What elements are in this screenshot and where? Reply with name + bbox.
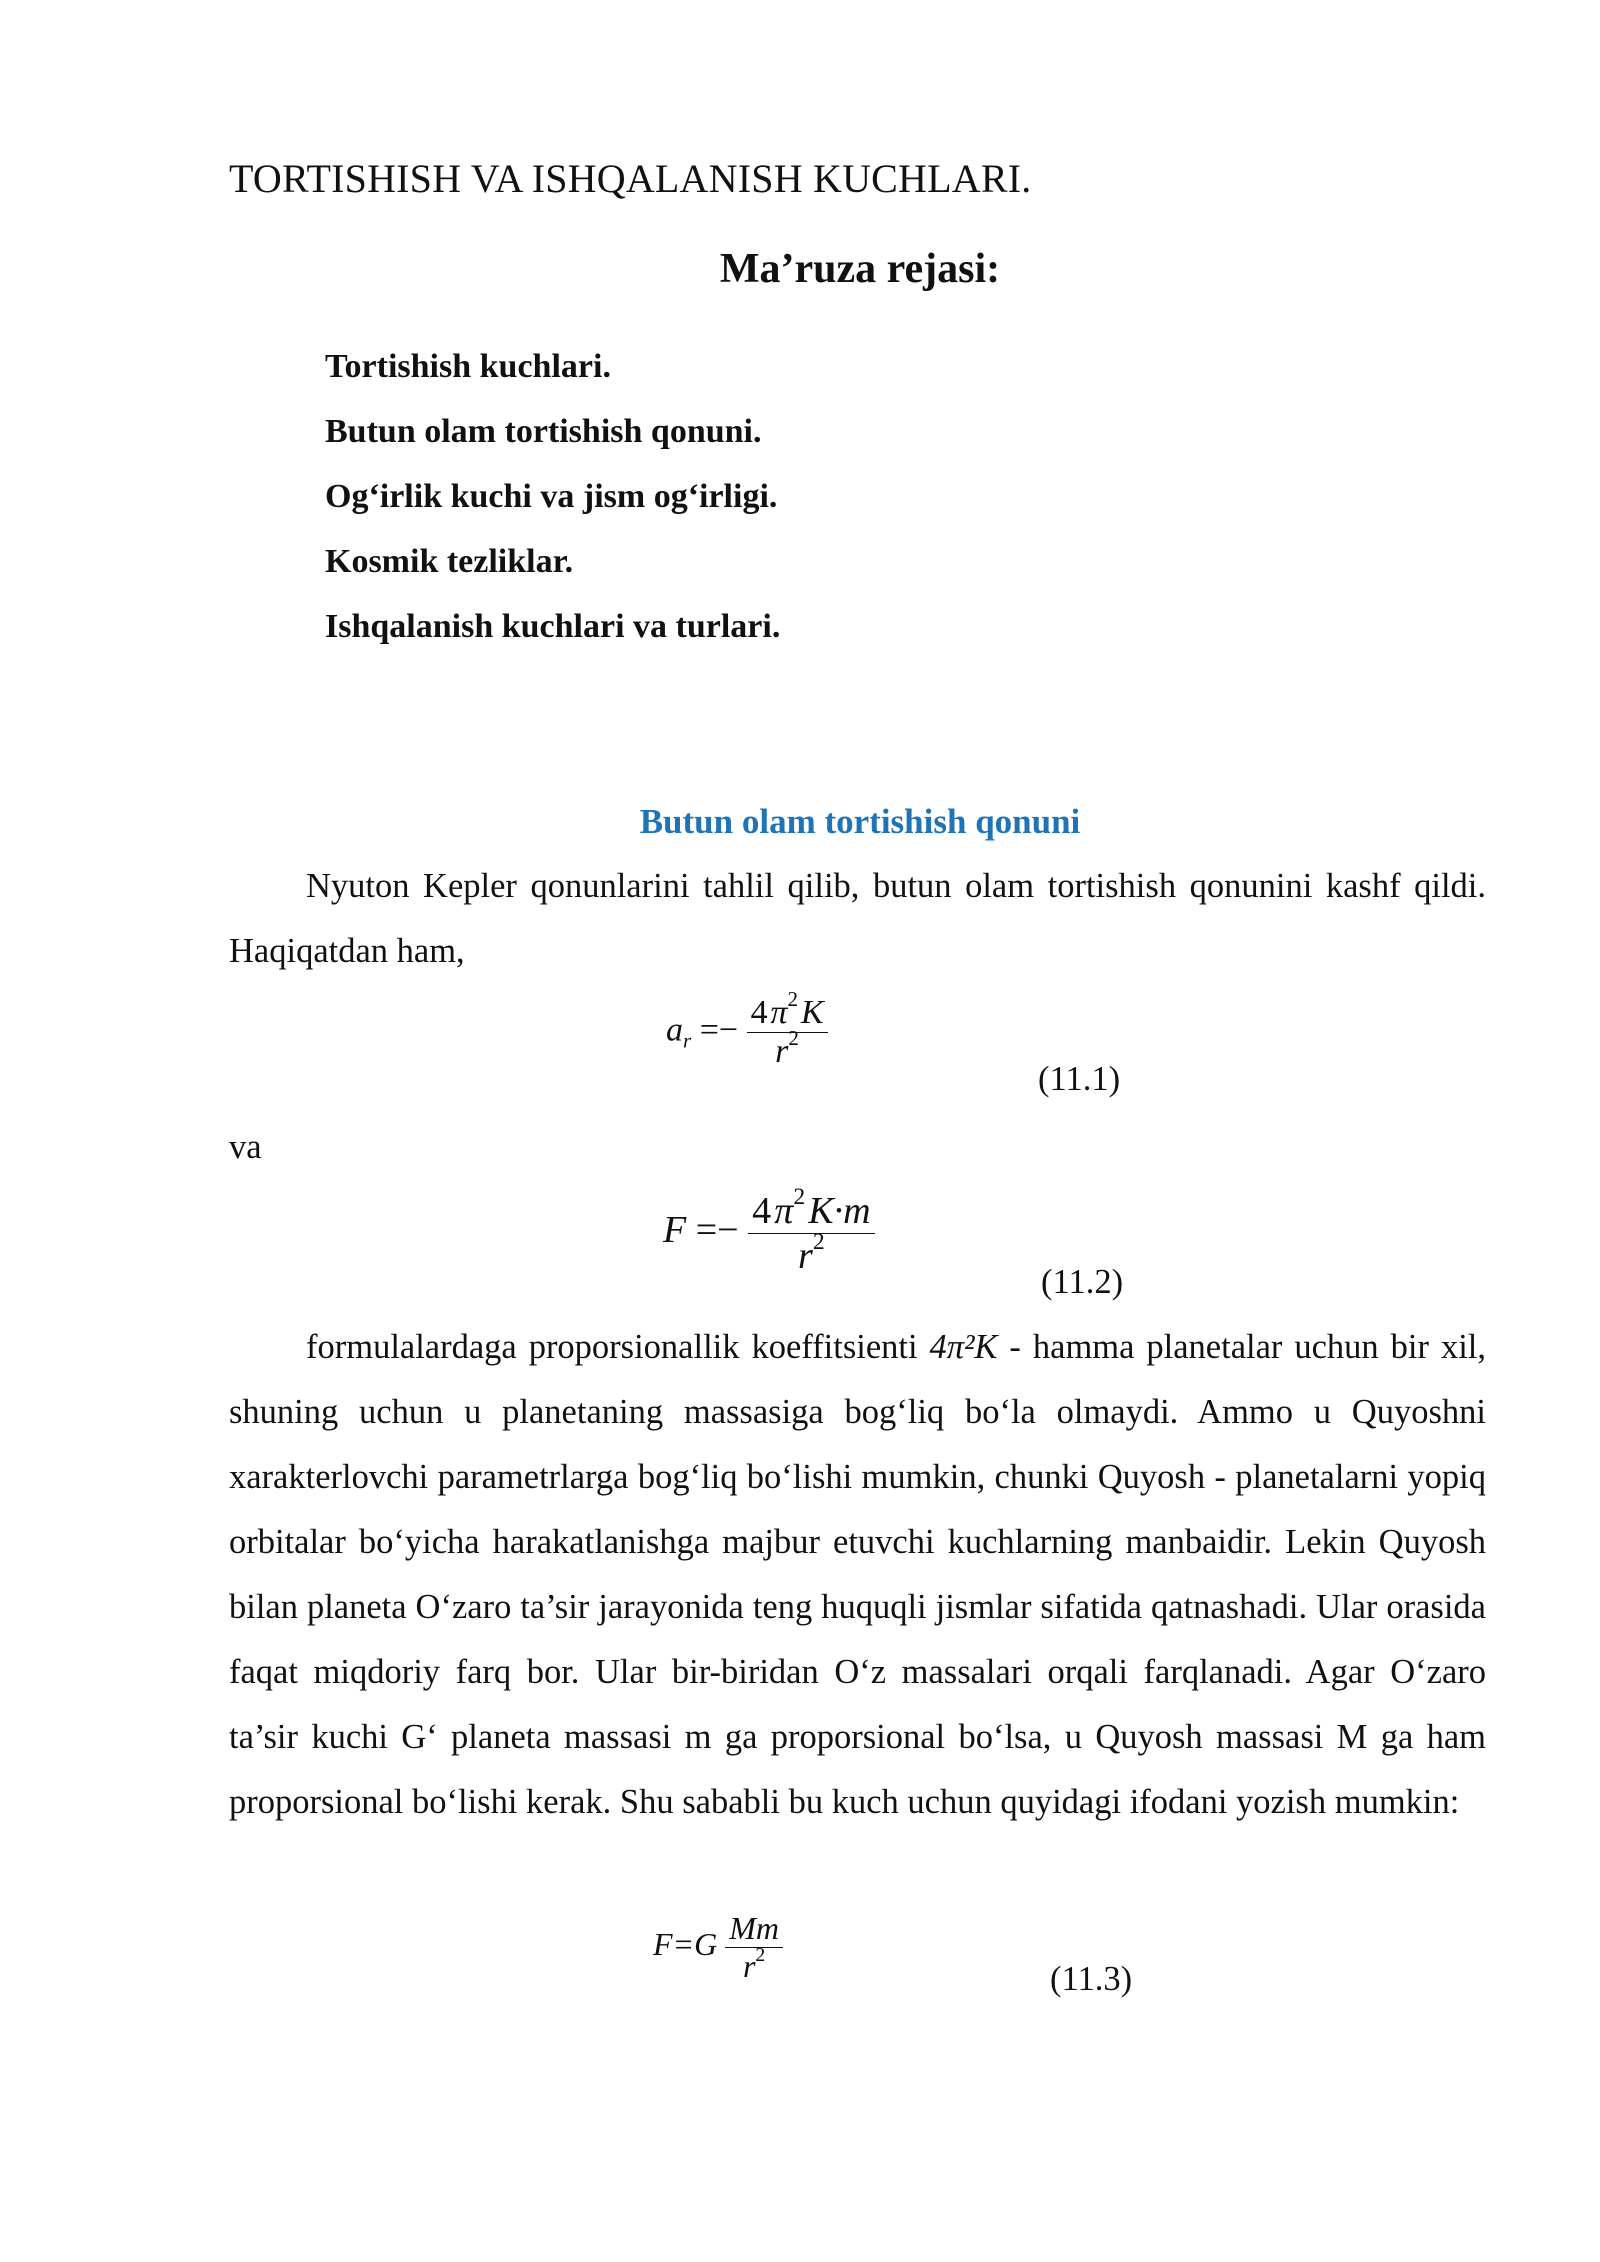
document-title: TORTISHISH VA ISHQALANISH KUCHLARI. — [229, 156, 1032, 201]
equation-number: (11.3) — [1050, 1960, 1133, 1998]
equation-number: (11.1) — [1038, 1060, 1121, 1098]
inline-math-coefficient: 4π²K — [929, 1328, 998, 1366]
section-title: Butun olam tortishish qonuni — [639, 802, 1081, 841]
eq3-lhs: F — [653, 1925, 673, 1962]
paragraph-intro: Nyuton Kepler qonunlarini tahlil qilib, butun olam tortishish qonunini kashf qildi. Haqiqatdan ham, — [229, 867, 1486, 970]
eq2-denominator: $r^2$ — [798, 1229, 825, 1277]
eq2-fraction — [748, 1184, 875, 1278]
equation-11-1 — [666, 987, 828, 1071]
connector-text: va — [229, 1128, 262, 1166]
eq3-numerator: Mm — [725, 1910, 783, 1948]
plan-title: Ma’ruza rejasi: — [719, 246, 1001, 292]
eq2-sign: =− — [695, 1209, 739, 1252]
eq1-sign: =− — [699, 1011, 739, 1049]
eq3-sign: =G — [672, 1925, 718, 1962]
plan-item: Tortishish kuchlari. — [325, 348, 611, 385]
equation-11-3 — [653, 1910, 783, 1985]
equation-number: (11.2) — [1041, 1263, 1124, 1301]
eq1-numerator: 4 $\pi^2$ K — [747, 994, 828, 1033]
eq1-denominator: $r^2$ — [775, 1026, 799, 1070]
eq1-fraction — [747, 987, 828, 1071]
plan-item: Butun olam tortishish qonuni. — [325, 413, 762, 450]
eq3-fraction — [725, 1910, 783, 1985]
eq2-numerator: 4 $\pi^2$ K·m — [748, 1189, 875, 1234]
plan-item: Og‘irlik kuchi va jism og‘irligi. — [325, 478, 778, 515]
eq1-lhs: a — [666, 1011, 683, 1049]
eq2-lhs: F — [663, 1209, 687, 1252]
equation-11-2 — [663, 1184, 875, 1278]
plan-item: Kosmik tezliklar. — [325, 543, 574, 580]
paragraph-main: formulalardaga proporsionallik koeffitsienti 4π²K - hamma planetalar uchun bir xil, shuning uchun u planetaning massasiga bog‘liq bo‘la olmaydi. Ammo u Quyoshni xarakterlovchi parametrlarga bog‘liq bo‘lishi mumkin, chunki Quyosh - planetalarni yopiq orbitalar bo‘yicha harakatlanishga majbur etuvchi kuchlarning manbaidir. Lekin Quyosh bilan planeta O‘zaro ta’sir jarayonida teng huquqli jismlar sifatida qatnashadi. Ular orasida faqat miqdoriy farq bor. Ular bir-biridan O‘z massalari orqali farqlanadi. Agar O‘zaro ta’sir kuchi G‘ planeta massasi m ga proporsional bo‘lsa, u Quyosh massasi M ga ham proporsional bo‘lishi kerak. Shu sababli bu kuch uchun quyidagi ifodani yozish mumkin: — [229, 1328, 1487, 1821]
plan-item: Ishqalanish kuchlari va turlari. — [325, 608, 781, 645]
eq3-denominator: $r^2$ — [742, 1944, 766, 1984]
eq1-lhs-subscript: r — [683, 1028, 692, 1053]
